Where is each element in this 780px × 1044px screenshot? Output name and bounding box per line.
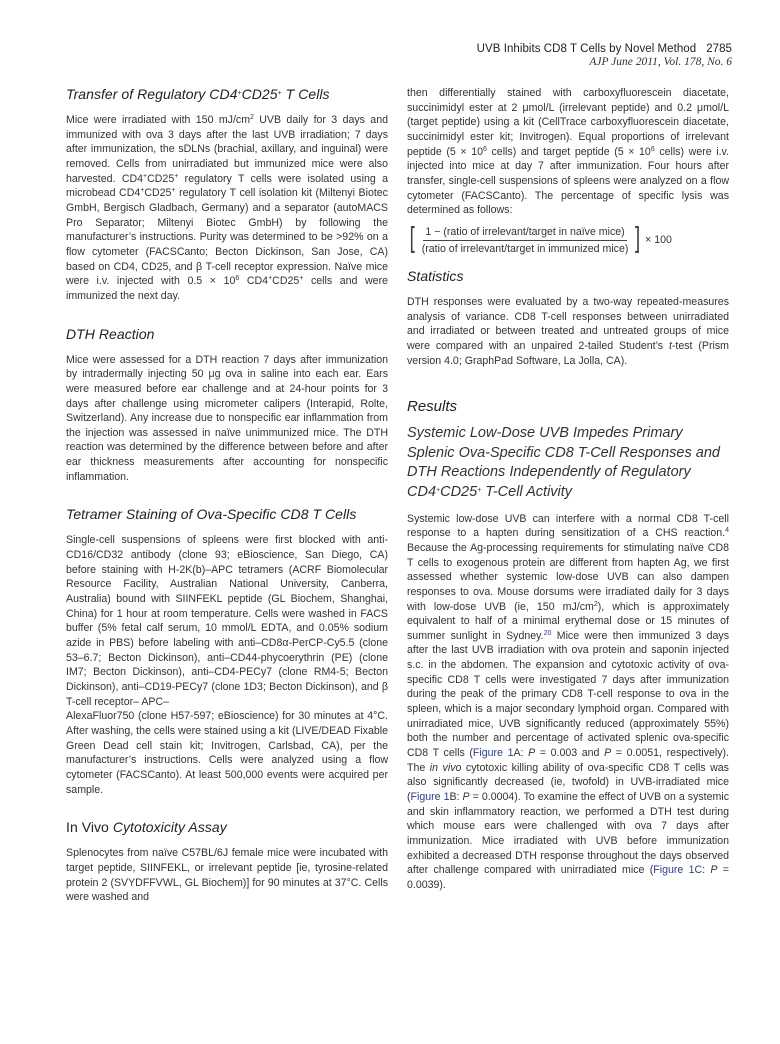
paragraph-tetramer-staining-a: Single-cell suspensions of spleens were first blocked with anti-CD16/CD32 antibody (clone 93; eBioscience, San Diego, CA) before staining with H-2K(b)–APC tetramers (ACRF Biomolecular Resource Facility, Australian National University, Canberra, Australia) bound with SIINFEKL peptide (GL Biochem, Shanghai, China) for 1 hour at room temperature. Cells were washed in FACS buffer (5% fetal calf serum, 10 mmol/L EDTA, and 0.05% sodium azide in PBS) before labeling with anti–CD8α-PerCP-Cy5.5 (clone 53–6.7; Becton Dickinson), anti–CD44-phycoerythrin (PE) (clone IM7; Becton Dickinson), anti–CD4-PECy7 (clone RM4-5; Becton Dickinson), anti–CD19-PECy7 (clone 1D3; Becton Dickinson), and β T-cell receptor– APC– [66,534,388,708]
running-title: UVB Inhibits CD8 T Cells by Novel Method [476,43,697,55]
formula-right-bracket: ] [633,222,641,258]
formula-fraction [420,225,631,256]
reference-link-4[interactable]: 4 [725,527,729,535]
paragraph-dth-reaction: Mice were assessed for a DTH reaction 7 days after immunization by intradermally injecting 50 μg ova in saline into each ear. Ears were measured before ear challenge and at 24-hour points for 3 days after challenge using micrometer calipers (Interapid, Rolte, Switzerland). Any increase due to nonspecific ear inflammation from the injection was assessed in naïve unimmunized mice. The DTH reaction was determined by the difference between before and after ear thickness measurements after accounting for nonspecific inflammation. [66,353,388,483]
formula-denominator: (ratio of irrelevant/target in immunized mice) [421,242,629,255]
section-heading-cytotoxicity-assay: In Vivo Cytotoxicity Assay [66,819,227,836]
paragraph-statistics: DTH responses were evaluated by a two-way repeated-measures analysis of variance. CD8 T-cell responses between unirradiated and irradiated or between treated and untreated groups of mice were compared with an unpaired 2-tailed Student’s t-test (Prism version 4.0; GraphPad Software, La Jolla, CA). [407,295,729,367]
paragraph-tetramer-staining-b: AlexaFluor750 (clone H57-597; eBioscience) for 30 minutes at 4°C. After washing, the cells were stained using a kit (LIVE/DEAD Fixable Green Dead cell stain kit; Invitrogen, Carlsbad, CA), per the manufacturer’s instructions. Cells were analyzed using a flow cytometer (FACSCanto). At least 500,000 events were acquired per sample. [66,710,388,796]
left-column [66,86,388,905]
section-heading-dth-reaction: DTH Reaction [66,325,155,342]
paragraph-cytotoxicity-continued: then differentially stained with carboxyfluorescein diacetate, succinimidyl ester at 2 μmol/L (irrelevant peptide) and 0.2 μmol/L (target peptide) using a kit (CellTrace carboxyfluorescein diacetate, succinimidyl ester kit; Invitrogen). Equal proportions of irrelevant peptide ($5 \times 10^6$ cells) and target peptide ($5 \times 10^6$ cells) were i.v. injected into mice at day 7 after immunization. Four hours after transfer, single-cell suspensions of spleens were analyzed on a flow cytometer (FACSCanto). The percentage of specific lysis was determined as follows: [407,87,729,217]
reference-link-20[interactable]: 20 [543,629,552,637]
section-heading-results: Results [407,398,458,416]
formula-multiplier: × 100 [645,234,672,247]
formula-left-bracket: [ [409,222,417,258]
figure-1a-link[interactable]: Figure 1 [472,747,514,760]
section-heading-treg-transfer: Transfer of Regulatory CD4+CD25+ T Cells [66,86,330,102]
section-heading-tetramer-staining: Tetramer Staining of Ova-Specific CD8 T Cells [66,506,357,523]
section-heading-statistics: Statistics [407,267,464,284]
journal-citation: AJP June 2011, Vol. 178, No. 6 [589,56,732,68]
results-subheading: Systemic Low-Dose UVB Impedes Primary Splenic Ova-Specific CD8 T-Cell Responses and DTH Reactions Independently of Regulatory CD4+CD25+ T-Cell Activity [407,425,720,500]
page-number: 2785 [706,43,732,55]
running-head [477,43,732,69]
right-column [407,86,729,893]
formula-numerator: 1 − (ratio of irrelevant/target in naïve mice) [423,225,626,241]
paragraph-results: Systemic low-dose UVB can interfere with a normal CD8 T-cell response to a hapten during sensitization of a CHS reaction.$^4$ Because the Ag-processing requirements for stimulating naïve CD8 T cells to exogenous protein are different from hapten Ag, we first assessed whether systemic low-dose UVB can also dampen responses to ova. Mouse dorsums were irradiated daily for 3 days with low-dose UVB (ie, 150 $mJ/cm^2$), which is approximately equivalent to half of a minimal erythemal dose or 15 minutes of summer sunlight in Sydney.$^{20}$ Mice were then immunized 3 days after the last UVB irradiation with ova protein and saponin injected s.c. in the abdomen. The expansion and cytotoxic activity of ova-specific CD8 T cells were investigated 7 days after immunization during the peak of the primary CD8 T-cell response to ova in the spleen, which is a major secondary lymphoid organ. Compared with unirradiated mice, UVB significantly reduced (approximately 55%) both the number and percentage of activated splenic ova-specific CD8 T cells (Figure 1A: P = 0.003 and P = 0.0051, respectively). The in vivo cytotoxic killing ability of ova-specific CD8 T cells was also significantly decreased (ie, twofold) in UVB-irradiated mice (Figure 1B: P = 0.0004). To examine the effect of UVB on a systemic and skin inflammatory reaction, we performed a DTH test during which mouse ears were challenged with ova 7 days after immunization. Mice irradiated with UVB before immunization exhibited a decreased DTH response throughout the days observed after challenge compared with unirradiated mice (Figure 1C: P = 0.0039). [407,512,730,891]
figure-1c-link[interactable]: Figure 1C [653,864,703,877]
specific-lysis-formula [407,222,729,258]
paragraph-treg-transfer: Mice were irradiated with 150 $mJ/cm^2$ UVB daily for 3 days and immunized with ova 3 days after the last UVB irradiation; 7 days after immunization, the sDLNs (brachial, axillary, and inguinal) were removed. Cells from unirradiated but immunized mice were also harvested. CD4+CD25+ regulatory T cells were isolated using a microbead CD4+CD25+ regulatory T cell isolation kit (Miltenyi Biotec GmbH, Bergisch Gladbach, Germany) and a separator (autoMACS Pro Separator; Miltenyi Biotec GmbH) by following the manufacturer’s instructions. Purity was determined to be >92% on a flow cytometer (FACSCanto; Becton Dickinson, San Jose, CA) based on CD4, CD25, and β T-cell receptor expression. Naïve mice were i.v. injected with $0.5 \times 10^6$ CD4+CD25+ cells and were immunized the next day. [66,114,388,302]
paragraph-cytotoxicity-assay: Splenocytes from naïve C57BL/6J female mice were incubated with target peptide, SIINFEKL, or irrelevant peptide [ie, tyrosine-related protein 2 (SVYDFFVWL, GL Biochem)] for 90 minutes at 37°C. Cells were washed and [66,847,388,904]
running-title-line [477,43,732,56]
figure-1b-link[interactable]: Figure 1 [410,791,450,804]
